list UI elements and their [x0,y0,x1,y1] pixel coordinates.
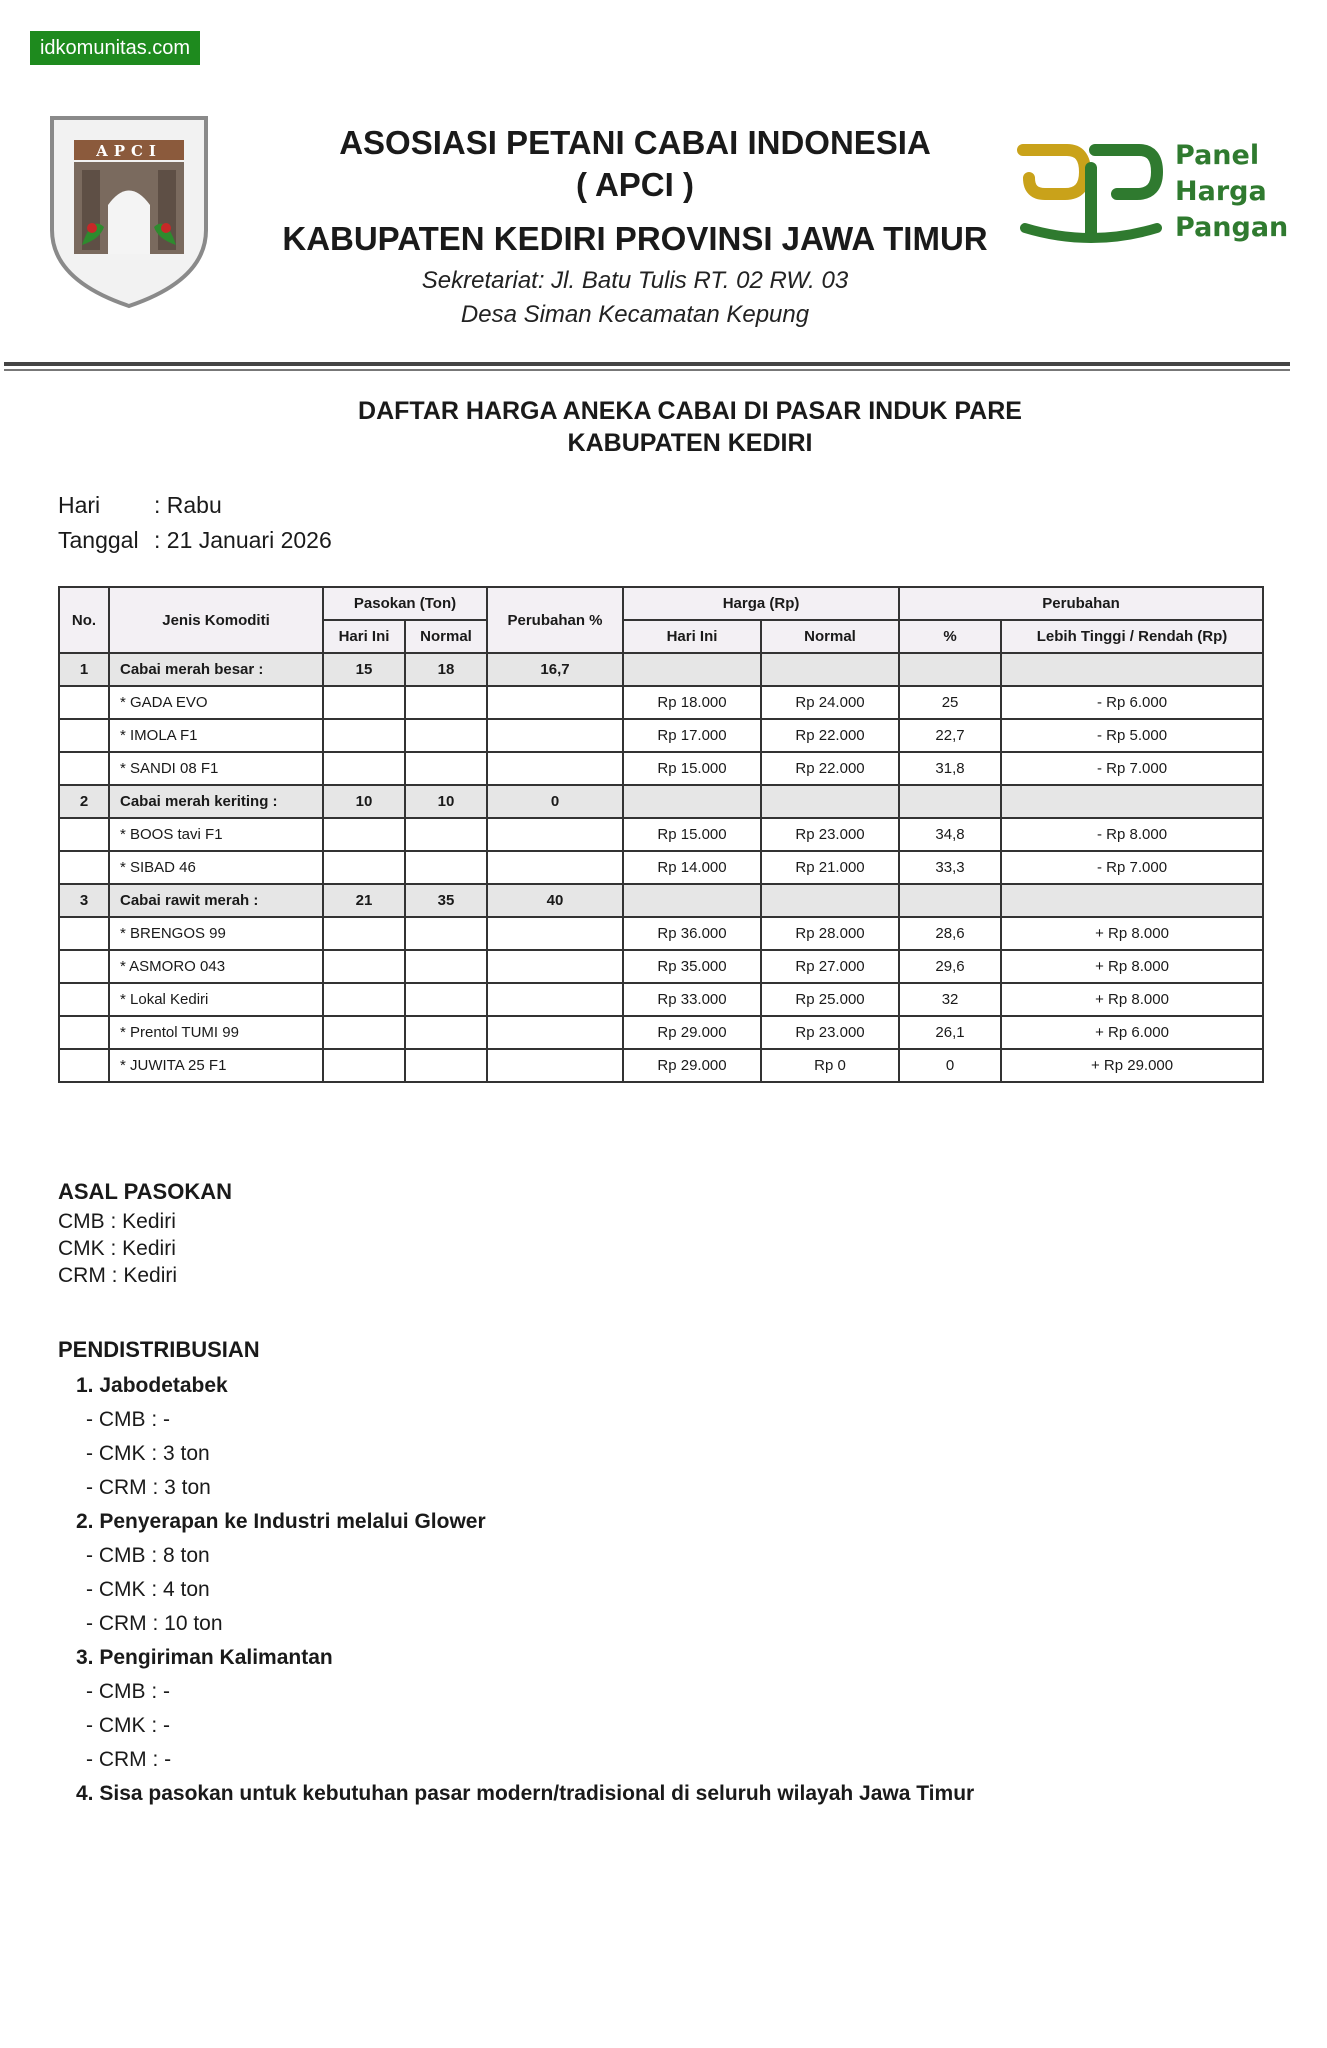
row-no [59,983,109,1016]
row-no [59,1016,109,1049]
distribution-sub-item: - CMB : - [86,1680,170,1703]
supply-today-value: 15 [323,653,405,686]
supply-change-value: 16,7 [487,653,623,686]
header-change-pct: % [899,620,1001,653]
document-title-line-1: DAFTAR HARGA ANEKA CABAI DI PASAR INDUK PARE [358,397,1022,425]
sprout-icon [1015,138,1165,248]
price-normal-value [761,884,899,917]
price-today-value [623,653,761,686]
supply-change-value [487,686,623,719]
distribution-sub-item: - CMB : - [86,1408,170,1431]
distribution-sub-item: - CMK : 3 ton [86,1442,210,1465]
row-no [59,818,109,851]
price-normal-value [761,653,899,686]
watermark-badge: idkomunitas.com [30,31,200,65]
supply-normal-value [405,983,487,1016]
price-today-value: Rp 35.000 [623,950,761,983]
date-row [58,523,332,558]
price-today-value: Rp 15.000 [623,752,761,785]
supply-change-value [487,950,623,983]
price-normal-value [761,785,899,818]
price-today-value [623,785,761,818]
distribution-list [58,1369,974,1811]
price-normal-value: Rp 25.000 [761,983,899,1016]
change-pct-value: 34,8 [899,818,1001,851]
supply-normal-value [405,752,487,785]
change-pct-value [899,653,1001,686]
variety-row [59,851,1263,884]
commodity-name: * BOOS tavi F1 [109,818,323,851]
date-value: : 21 Januari 2026 [154,527,332,553]
price-normal-value: Rp 23.000 [761,818,899,851]
row-no [59,917,109,950]
day-row [58,488,332,523]
price-normal-value: Rp 0 [761,1049,899,1082]
change-diff-value: + Rp 6.000 [1001,1016,1263,1049]
commodity-name: * Lokal Kediri [109,983,323,1016]
distribution-item-title: 2. Penyerapan ke Industri melalui Glower [76,1510,486,1533]
commodity-name: Cabai merah keriting : [109,785,323,818]
price-today-value: Rp 18.000 [623,686,761,719]
supply-change-value [487,983,623,1016]
distribution-heading: PENDISTRIBUSIAN [58,1337,260,1362]
distribution-section [58,1333,974,1811]
supply-change-value [487,1049,623,1082]
supply-origin-heading: ASAL PASOKAN [58,1179,232,1204]
supply-today-value [323,1016,405,1049]
distribution-item-title: 1. Jabodetabek [76,1374,228,1397]
address-line-2: Desa Siman Kecamatan Kepung [460,301,810,328]
change-diff-value: + Rp 8.000 [1001,983,1263,1016]
organization-abbreviation: ( APCI ) [576,166,694,203]
commodity-name: Cabai merah besar : [109,653,323,686]
change-diff-value: + Rp 29.000 [1001,1049,1263,1082]
supply-normal-value [405,686,487,719]
commodity-name: * SANDI 08 F1 [109,752,323,785]
variety-row [59,818,1263,851]
apci-emblem-logo [44,110,214,310]
price-today-value: Rp 29.000 [623,1016,761,1049]
day-label: Hari [58,492,101,518]
distribution-sub-item: - CRM : 3 ton [86,1476,211,1499]
organization-name: ASOSIASI PETANI CABAI INDONESIA [339,124,931,161]
commodity-group-row [59,785,1263,818]
price-today-value: Rp 29.000 [623,1049,761,1082]
supply-normal-value: 18 [405,653,487,686]
change-pct-value [899,785,1001,818]
supply-normal-value [405,818,487,851]
supply-normal-value [405,917,487,950]
supply-today-value [323,1049,405,1082]
organization-region: KABUPATEN KEDIRI PROVINSI JAWA TIMUR [282,220,988,257]
distribution-sub-item: - CMK : - [86,1714,170,1737]
supply-change-value [487,1016,623,1049]
supply-today-value: 10 [323,785,405,818]
distribution-sub-item: - CRM : 10 ton [86,1612,223,1635]
change-pct-value: 22,7 [899,719,1001,752]
price-normal-value: Rp 24.000 [761,686,899,719]
supply-normal-value [405,1049,487,1082]
change-pct-value: 31,8 [899,752,1001,785]
variety-row [59,1049,1263,1082]
header-divider-thin [4,369,1290,371]
change-pct-value: 0 [899,1049,1001,1082]
commodity-name: * GADA EVO [109,686,323,719]
brand-name [1175,138,1305,246]
change-diff-value: - Rp 6.000 [1001,686,1263,719]
document-title [230,395,1150,459]
change-diff-value: + Rp 8.000 [1001,950,1263,983]
day-value: : Rabu [154,492,222,518]
price-table [58,586,1264,1083]
supply-origin-line: CRM : Kediri [58,1264,178,1287]
header-divider-thick [4,362,1290,366]
supply-today-value [323,719,405,752]
brand-line-2: Harga [1175,176,1267,207]
variety-row [59,983,1263,1016]
supply-today-value [323,950,405,983]
header-commodity: Jenis Komoditi [109,587,323,653]
document-title-line-2: KABUPATEN KEDIRI [567,429,813,457]
header-price: Harga (Rp) [623,587,899,620]
supply-today-value [323,983,405,1016]
price-today-value: Rp 15.000 [623,818,761,851]
variety-row [59,950,1263,983]
price-today-value: Rp 36.000 [623,917,761,950]
svg-text:APCI: APCI [96,142,162,160]
header-supply-today: Hari Ini [323,620,405,653]
distribution-sub-item: - CRM : - [86,1748,172,1771]
commodity-name: * IMOLA F1 [109,719,323,752]
change-diff-value: - Rp 5.000 [1001,719,1263,752]
supply-change-value [487,851,623,884]
distribution-sub-item: - CMB : 8 ton [86,1544,210,1567]
letterhead [230,122,1040,332]
price-table-body [59,653,1263,1082]
supply-normal-value [405,851,487,884]
panel-harga-pangan-logo [1015,138,1305,258]
commodity-name: * ASMORO 043 [109,950,323,983]
row-no [59,686,109,719]
supply-normal-value [405,950,487,983]
supply-today-value [323,851,405,884]
header-price-normal: Normal [761,620,899,653]
supply-today-value [323,818,405,851]
brand-line-1: Panel [1175,140,1260,171]
row-no [59,1049,109,1082]
row-no: 2 [59,785,109,818]
supply-today-value: 21 [323,884,405,917]
supply-change-value [487,917,623,950]
header-no: No. [59,587,109,653]
commodity-group-row [59,653,1263,686]
supply-change-value: 0 [487,785,623,818]
change-diff-value: - Rp 7.000 [1001,752,1263,785]
commodity-name: * JUWITA 25 F1 [109,1049,323,1082]
variety-row [59,686,1263,719]
commodity-name: * SIBAD 46 [109,851,323,884]
supply-change-value [487,752,623,785]
change-pct-value: 32 [899,983,1001,1016]
supply-normal-value: 35 [405,884,487,917]
change-diff-value: - Rp 8.000 [1001,818,1263,851]
change-pct-value: 28,6 [899,917,1001,950]
row-no [59,719,109,752]
price-today-value [623,884,761,917]
supply-origin-line: CMB : Kediri [58,1210,176,1233]
row-no: 1 [59,653,109,686]
price-normal-value: Rp 22.000 [761,719,899,752]
commodity-group-row [59,884,1263,917]
header-change-diff: Lebih Tinggi / Rendah (Rp) [1001,620,1263,653]
header-supply: Pasokan (Ton) [323,587,487,620]
address-line-1: Sekretariat: Jl. Batu Tulis RT. 02 RW. 03 [421,267,849,294]
commodity-name: Cabai rawit merah : [109,884,323,917]
price-normal-value: Rp 21.000 [761,851,899,884]
change-pct-value: 29,6 [899,950,1001,983]
supply-normal-value [405,719,487,752]
commodity-name: * BRENGOS 99 [109,917,323,950]
change-diff-value: - Rp 7.000 [1001,851,1263,884]
supply-normal-value [405,1016,487,1049]
variety-row [59,752,1263,785]
distribution-sub-item: - CMK : 4 ton [86,1578,210,1601]
row-no: 3 [59,884,109,917]
supply-origin-line: CMK : Kediri [58,1237,176,1260]
price-today-value: Rp 14.000 [623,851,761,884]
variety-row [59,719,1263,752]
change-pct-value: 25 [899,686,1001,719]
report-meta [58,488,332,558]
supply-today-value [323,917,405,950]
supply-normal-value: 10 [405,785,487,818]
row-no [59,950,109,983]
change-diff-value: + Rp 8.000 [1001,917,1263,950]
row-no [59,851,109,884]
change-diff-value [1001,785,1263,818]
price-today-value: Rp 17.000 [623,719,761,752]
price-normal-value: Rp 23.000 [761,1016,899,1049]
price-normal-value: Rp 22.000 [761,752,899,785]
supply-change-value [487,818,623,851]
change-diff-value [1001,884,1263,917]
header-supply-normal: Normal [405,620,487,653]
supply-today-value [323,686,405,719]
supply-origin-section [58,1176,232,1289]
change-pct-value: 26,1 [899,1016,1001,1049]
row-no [59,752,109,785]
supply-change-value: 40 [487,884,623,917]
change-diff-value [1001,653,1263,686]
header-price-today: Hari Ini [623,620,761,653]
distribution-item-title: 4. Sisa pasokan untuk kebutuhan pasar modern/tradisional di seluruh wilayah Jawa Timur [76,1782,975,1805]
date-label: Tanggal [58,527,139,553]
commodity-name: * Prentol TUMI 99 [109,1016,323,1049]
distribution-item-title: 3. Pengiriman Kalimantan [76,1646,333,1669]
variety-row [59,917,1263,950]
price-normal-value: Rp 27.000 [761,950,899,983]
header-supply-change: Perubahan % [487,587,623,653]
price-normal-value: Rp 28.000 [761,917,899,950]
brand-line-3: Pangan [1175,212,1289,243]
change-pct-value [899,884,1001,917]
header-change: Perubahan [899,587,1263,620]
supply-change-value [487,719,623,752]
supply-today-value [323,752,405,785]
variety-row [59,1016,1263,1049]
price-today-value: Rp 33.000 [623,983,761,1016]
change-pct-value: 33,3 [899,851,1001,884]
